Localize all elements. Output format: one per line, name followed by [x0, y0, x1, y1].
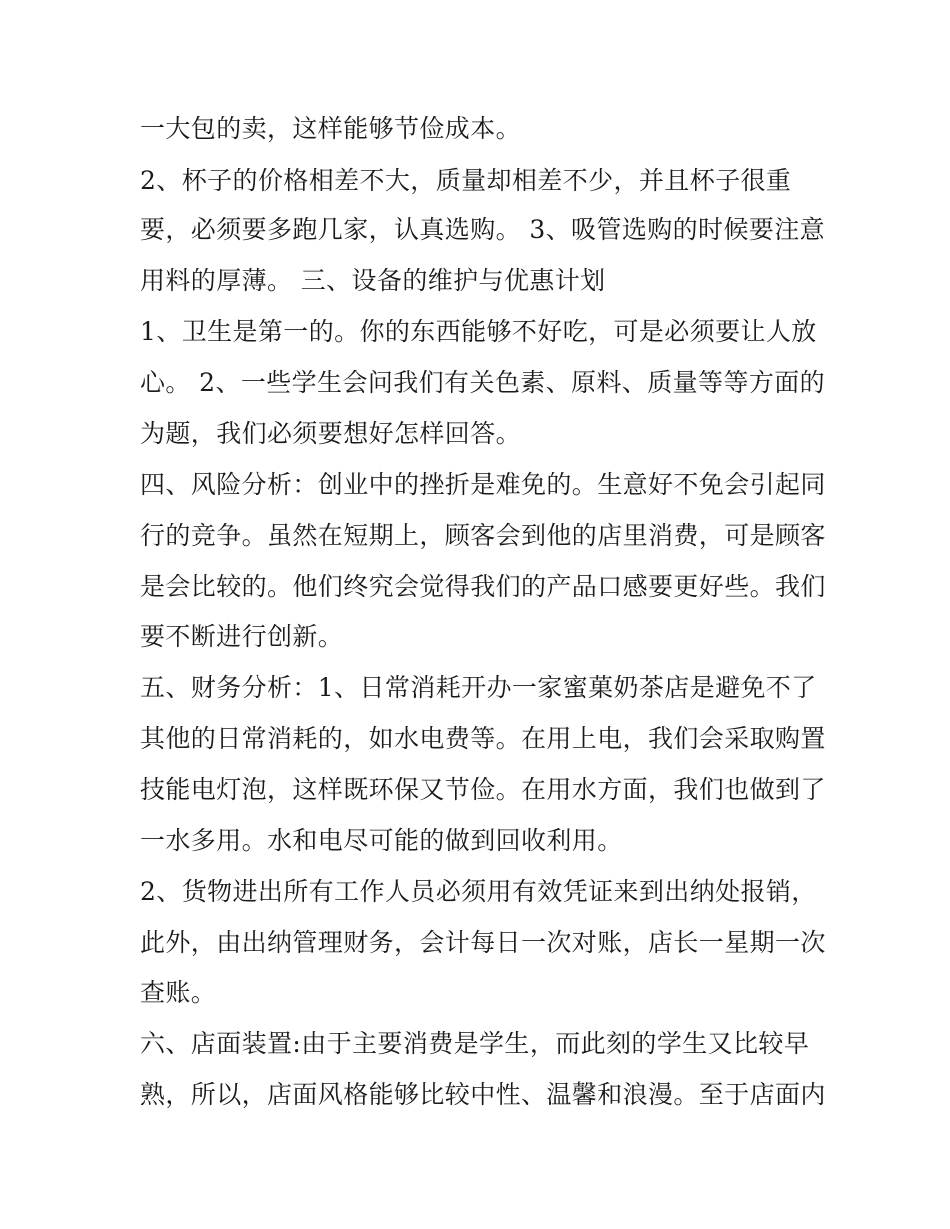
text-line: 要，必须要多跑几家，认真选购。 3、吸管选购的时候要注意	[140, 215, 826, 244]
text-line: 要不断进行创新。	[140, 622, 344, 651]
text-line: 五、财务分析：1、日常消耗开办一家蜜菓奶茶店是避免不了	[140, 673, 817, 702]
text-line: 2、杯子的价格相差不大，质量却相差不少，并且杯子很重	[140, 166, 792, 195]
text-line: 熟，所以，店面风格能够比较中性、温馨和浪漫。至于店面内	[140, 1080, 826, 1109]
text-line: 其他的日常消耗的，如水电费等。在用上电，我们会采取购置	[140, 724, 826, 753]
text-line: 心。 2、一些学生会问我们有关色素、原料、质量等等方面的	[140, 368, 826, 397]
text-line: 用料的厚薄。 三、设备的维护与优惠计划	[140, 266, 606, 295]
text-line: 一大包的卖，这样能够节俭成本。	[140, 114, 522, 143]
text-line: 2、货物进出所有工作人员必须用有效凭证来到出纳处报销，	[140, 877, 817, 906]
text-line: 六、店面装置:由于主要消费是学生，而此刻的学生又比较早	[140, 1029, 810, 1058]
text-line: 查账。	[140, 978, 217, 1007]
text-line: 1、卫生是第一的。你的东西能够不好吃，可是必须要让人放	[140, 317, 817, 346]
text-line: 是会比较的。他们终究会觉得我们的产品口感要更好些。我们	[140, 572, 826, 601]
text-line: 行的竞争。虽然在短期上，顾客会到他的店里消费，可是顾客	[140, 521, 826, 550]
text-line: 四、风险分析：创业中的挫折是难免的。生意好不免会引起同	[140, 470, 826, 499]
text-line: 为题，我们必须要想好怎样回答。	[140, 419, 522, 448]
text-line: 一水多用。水和电尽可能的做到回收利用。	[140, 826, 623, 855]
text-line: 此外，由出纳管理财务，会计每日一次对账，店长一星期一次	[140, 928, 826, 957]
text-line: 技能电灯泡，这样既环保又节俭。在用水方面，我们也做到了	[140, 775, 826, 804]
